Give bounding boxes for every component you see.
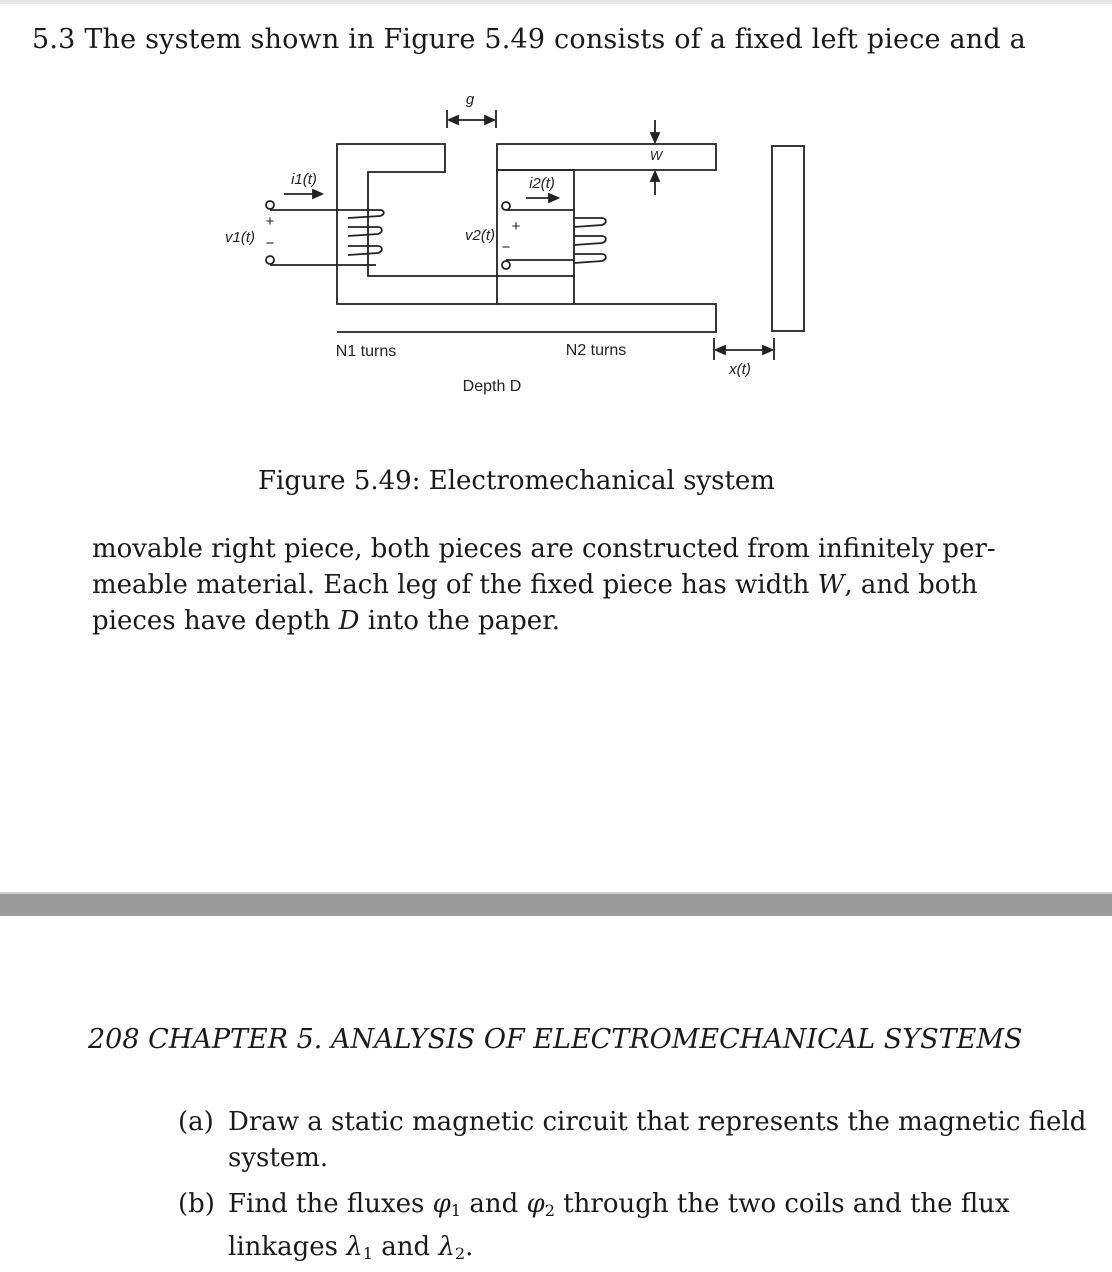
coil-n2 bbox=[574, 218, 606, 263]
label-v2: v2(t) bbox=[465, 227, 495, 244]
label-n1: N1 turns bbox=[335, 343, 397, 360]
figure-5-49 bbox=[200, 80, 840, 420]
running-head: 208 CHAPTER 5. ANALYSIS OF ELECTROMECHANICAL SYSTEMS bbox=[88, 1024, 1023, 1055]
item-b-line-1: Find the fluxes $\varphi_1$ and $\varphi_2$ through the two coils and the flux bbox=[228, 1189, 1010, 1221]
paragraph-line-1: movable right piece, both pieces are constructed from infinitely per- bbox=[92, 534, 996, 564]
item-a-line-2: system. bbox=[228, 1143, 329, 1173]
core-left-section bbox=[337, 144, 574, 304]
core-top-right-bar bbox=[497, 144, 716, 170]
label-minus-right: − bbox=[501, 239, 511, 256]
movable-right-piece bbox=[772, 146, 804, 331]
label-g: g bbox=[465, 91, 475, 108]
label-plus-left: + bbox=[265, 213, 275, 230]
page-separator bbox=[0, 892, 1112, 916]
item-b-line-2: linkages $\lambda_1$ and $\lambda_2$. bbox=[228, 1232, 474, 1264]
question-item-b bbox=[178, 1186, 1068, 1272]
page-top-edge bbox=[0, 0, 1112, 4]
label-plus-right: + bbox=[511, 218, 521, 235]
problem-statement-line: 5.3 The system shown in Figure 5.49 consists of a fixed left piece and a bbox=[32, 24, 1026, 55]
figure-caption: Figure 5.49: Electromechanical system bbox=[258, 466, 775, 496]
item-a-label: (a) bbox=[178, 1107, 214, 1137]
problem-paragraph bbox=[92, 531, 1012, 639]
question-item-a bbox=[178, 1104, 1087, 1176]
paragraph-line-3: pieces have depth D into the paper. bbox=[92, 606, 561, 636]
item-a-line-1: Draw a static magnetic circuit that represents the magnetic field bbox=[228, 1107, 1087, 1137]
label-v1: v1(t) bbox=[225, 229, 255, 246]
paragraph-line-2: meable material. Each leg of the fixed piece has width W, and both bbox=[92, 570, 978, 600]
coil-n1 bbox=[348, 210, 384, 265]
label-n2: N2 turns bbox=[565, 342, 627, 359]
item-b-label: (b) bbox=[178, 1189, 215, 1219]
label-w: W bbox=[649, 148, 663, 163]
label-minus-left: − bbox=[265, 235, 275, 252]
label-i1: i1(t) bbox=[291, 171, 317, 188]
label-i2: i2(t) bbox=[529, 175, 555, 192]
label-depth: Depth D bbox=[462, 378, 522, 395]
label-x: x(t) bbox=[729, 361, 751, 378]
